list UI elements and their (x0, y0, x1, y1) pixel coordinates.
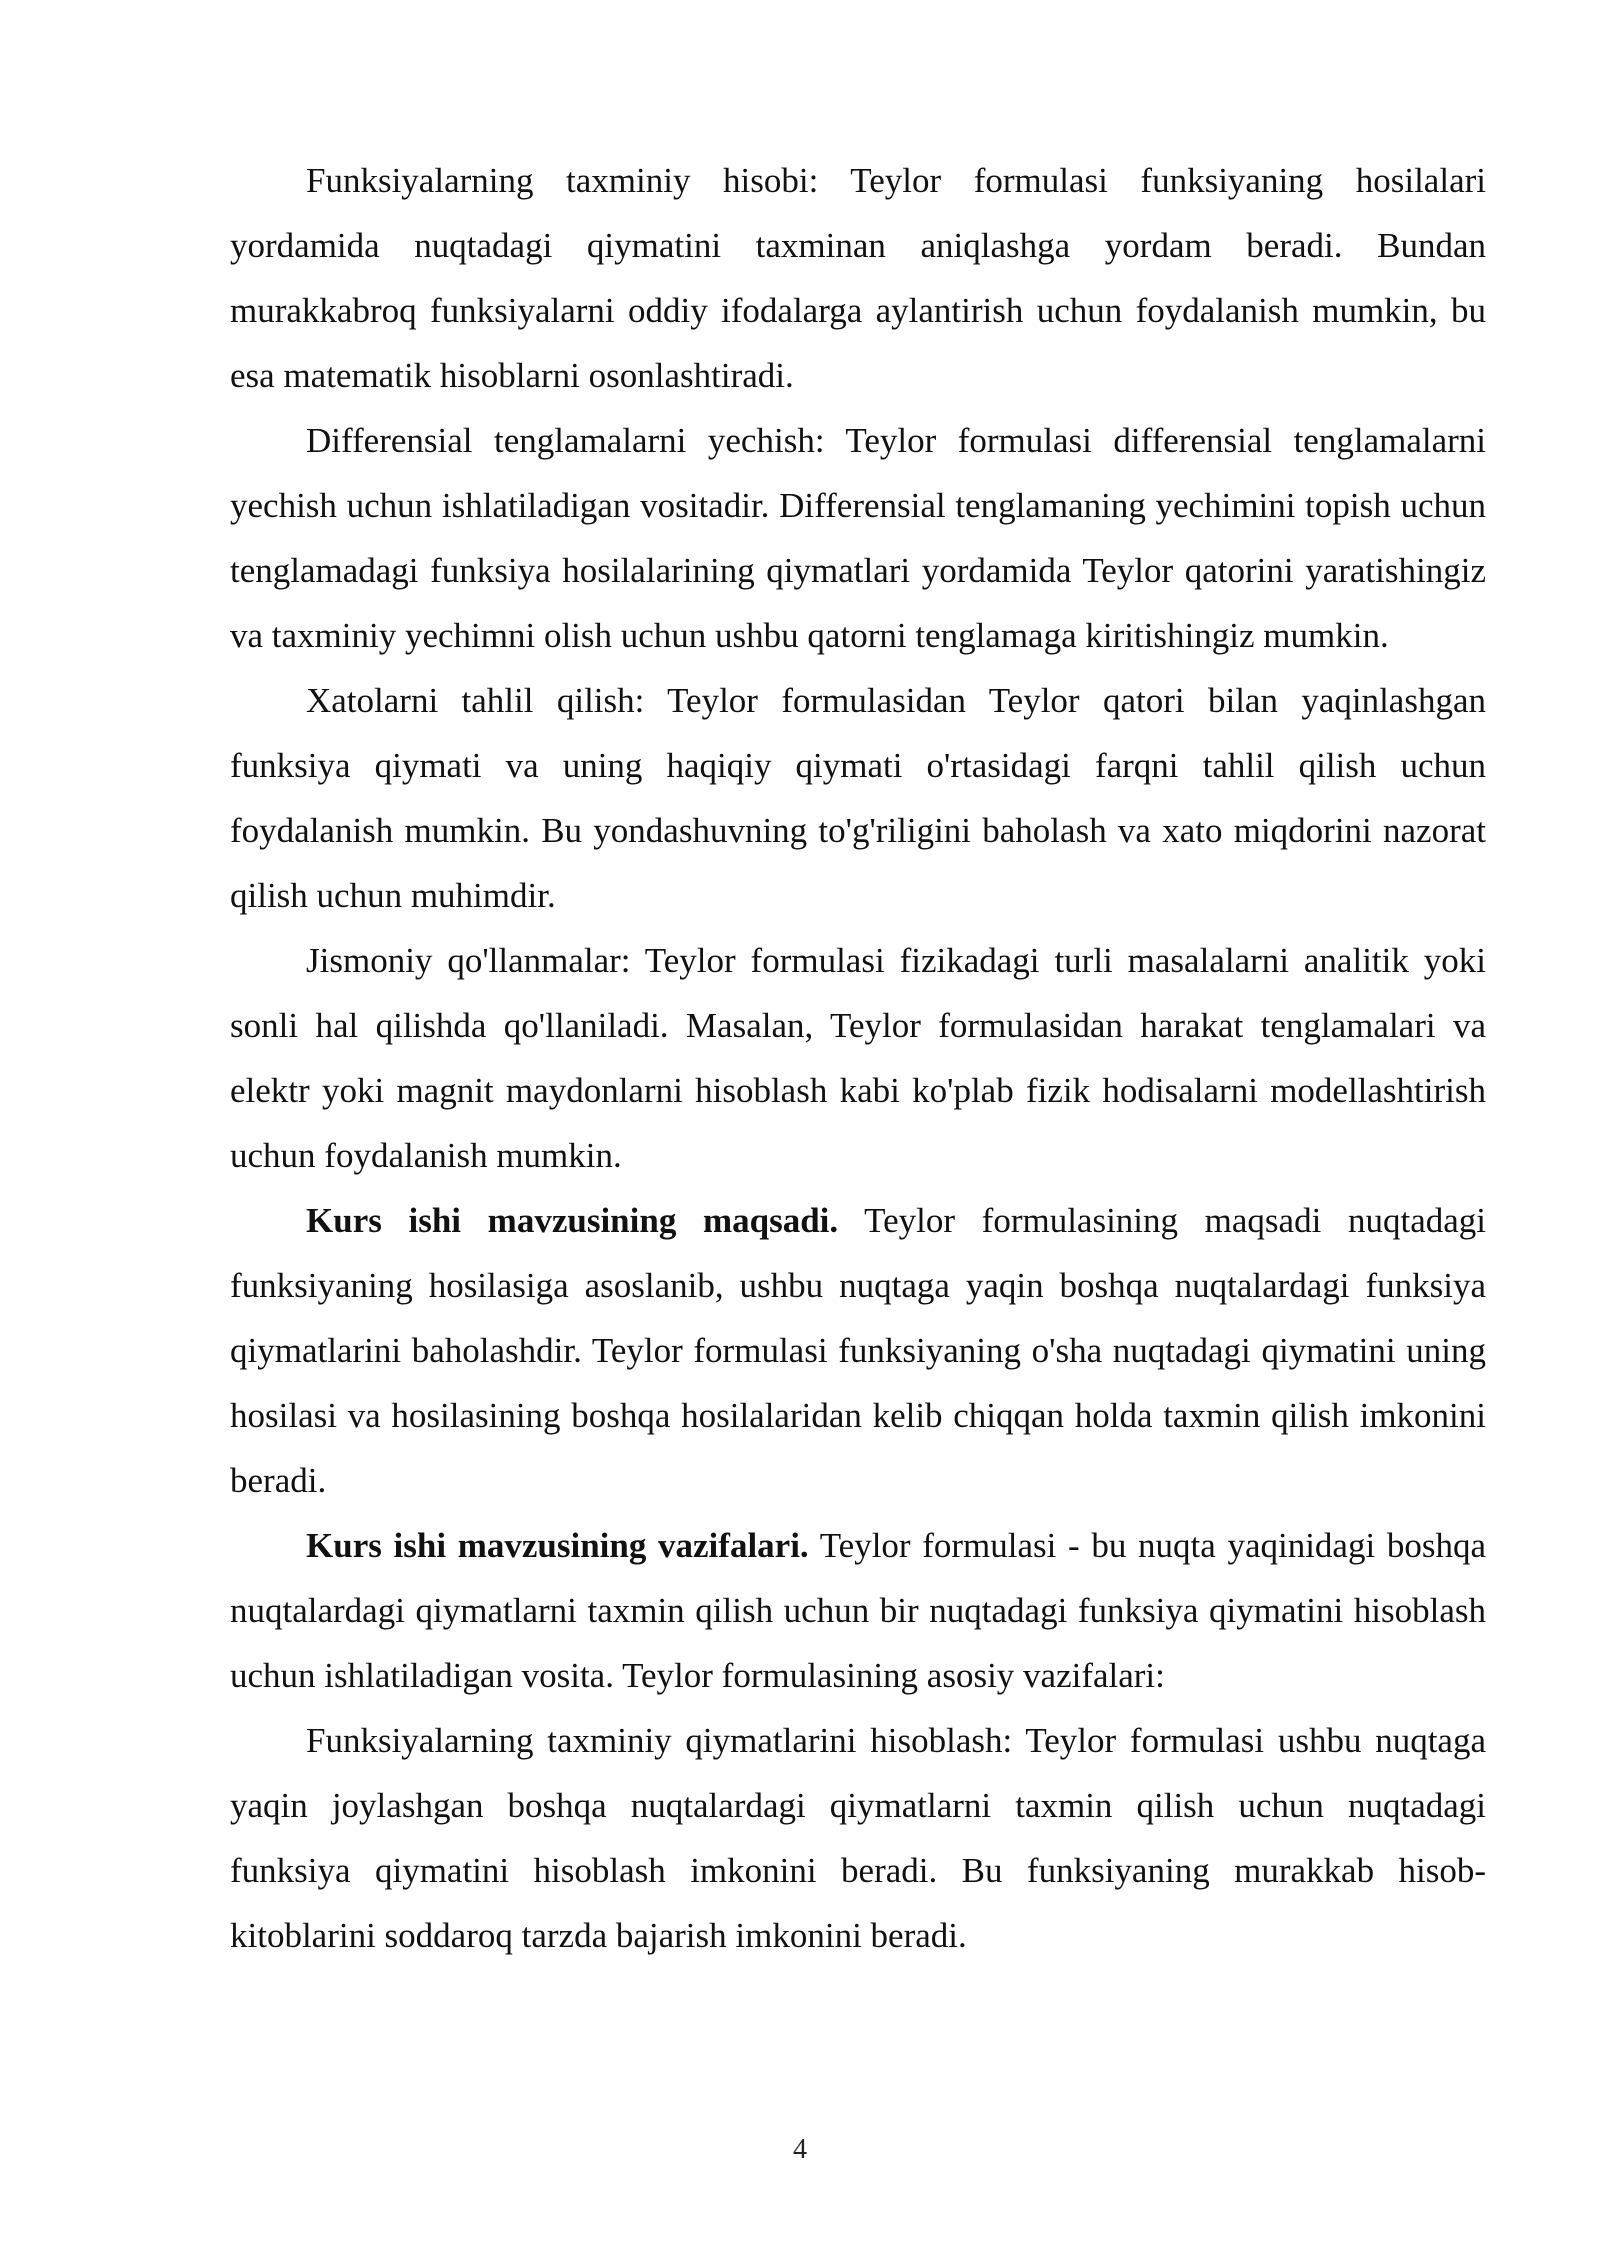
paragraph-approximate-calculation (230, 148, 1486, 408)
paragraph-approximate-values (230, 1708, 1486, 1968)
paragraph-course-tasks (230, 1513, 1486, 1708)
paragraph-differential-equations (230, 408, 1486, 668)
paragraph-physical-applications (230, 928, 1486, 1188)
paragraph-text: Xatolarni tahlil qilish: Teylor formulasidan Teylor qatori bilan yaqinlashgan funksiya qiymati va uning haqiqiy qiymati o'rtasidagi farqni tahlil qilish uchun foydalanish mumkin. Bu yondashuvning to'g'riligini baholash va xato miqdorini nazorat qilish uchun muhimdir. (230, 681, 1486, 915)
paragraph-text: Differensial tenglamalarni yechish: Teylor formulasi differensial tenglamalarni yechish uchun ishlatiladigan vositadir. Differensial tenglamaning yechimini topish uchun tenglamadagi funksiya hosilalarining qiymatlari yordamida Teylor qatorini yaratishingiz va taxminiy yechimni olish uchun ushbu qatorni tenglamaga kiritishingiz mumkin. (230, 421, 1486, 655)
paragraph-text: Funksiyalarning taxminiy qiymatlarini hisoblash: Teylor formulasi ushbu nuqtaga yaqin joylashgan boshqa nuqtalardagi qiymatlarni taxmin qilish uchun nuqtadagi funksiya qiymatini hisoblash imkonini beradi. Bu funksiyaning murakkab hisob-kitoblarini soddaroq tarzda bajarish imkonini beradi. (230, 1721, 1486, 1955)
paragraph-text: Jismoniy qo'llanmalar: Teylor formulasi fizikadagi turli masalalarni analitik yoki sonli hal qilishda qo'llaniladi. Masalan, Teylor formulasidan harakat tenglamalari va elektr yoki magnit maydonlarni hisoblash kabi ko'plab fizik hodisalarni modellashtirish uchun foydalanish mumkin. (230, 941, 1486, 1175)
paragraph-text: Teylor formulasi - bu nuqta yaqinidagi boshqa nuqtalardagi qiymatlarni taxmin qilish uchun bir nuqtadagi funksiya qiymatini hisoblash uchun ishlatiladigan vosita. Teylor formulasining asosiy vazifalari: (230, 1526, 1487, 1695)
paragraph-lead-heading: Kurs ishi mavzusining vazifalari. (306, 1526, 809, 1565)
page-number: 4 (793, 2134, 807, 2165)
document-page (230, 148, 1486, 1968)
paragraph-error-analysis (230, 668, 1486, 928)
paragraph-text: Teylor formulasining maqsadi nuqtadagi funksiyaning hosilasiga asoslanib, ushbu nuqtaga yaqin boshqa nuqtalardagi funksiya qiymatlarini baholashdir. Teylor formulasi funksiyaning o'sha nuqtadagi qiymatini uning hosilasi va hosilasining boshqa hosilalaridan kelib chiqqan holda taxmin qilish imkonini beradi. (230, 1201, 1486, 1500)
paragraph-lead-heading: Kurs ishi mavzusining maqsadi. (306, 1201, 839, 1240)
paragraph-course-goal (230, 1188, 1486, 1513)
paragraph-text: Funksiyalarning taxminiy hisobi: Teylor formulasi funksiyaning hosilalari yordamida nuqtadagi qiymatini taxminan aniqlashga yordam beradi. Bundan murakkabroq funksiyalarni oddiy ifodalarga aylantirish uchun foydalanish mumkin, bu esa matematik hisoblarni osonlashtiradi. (230, 161, 1486, 395)
